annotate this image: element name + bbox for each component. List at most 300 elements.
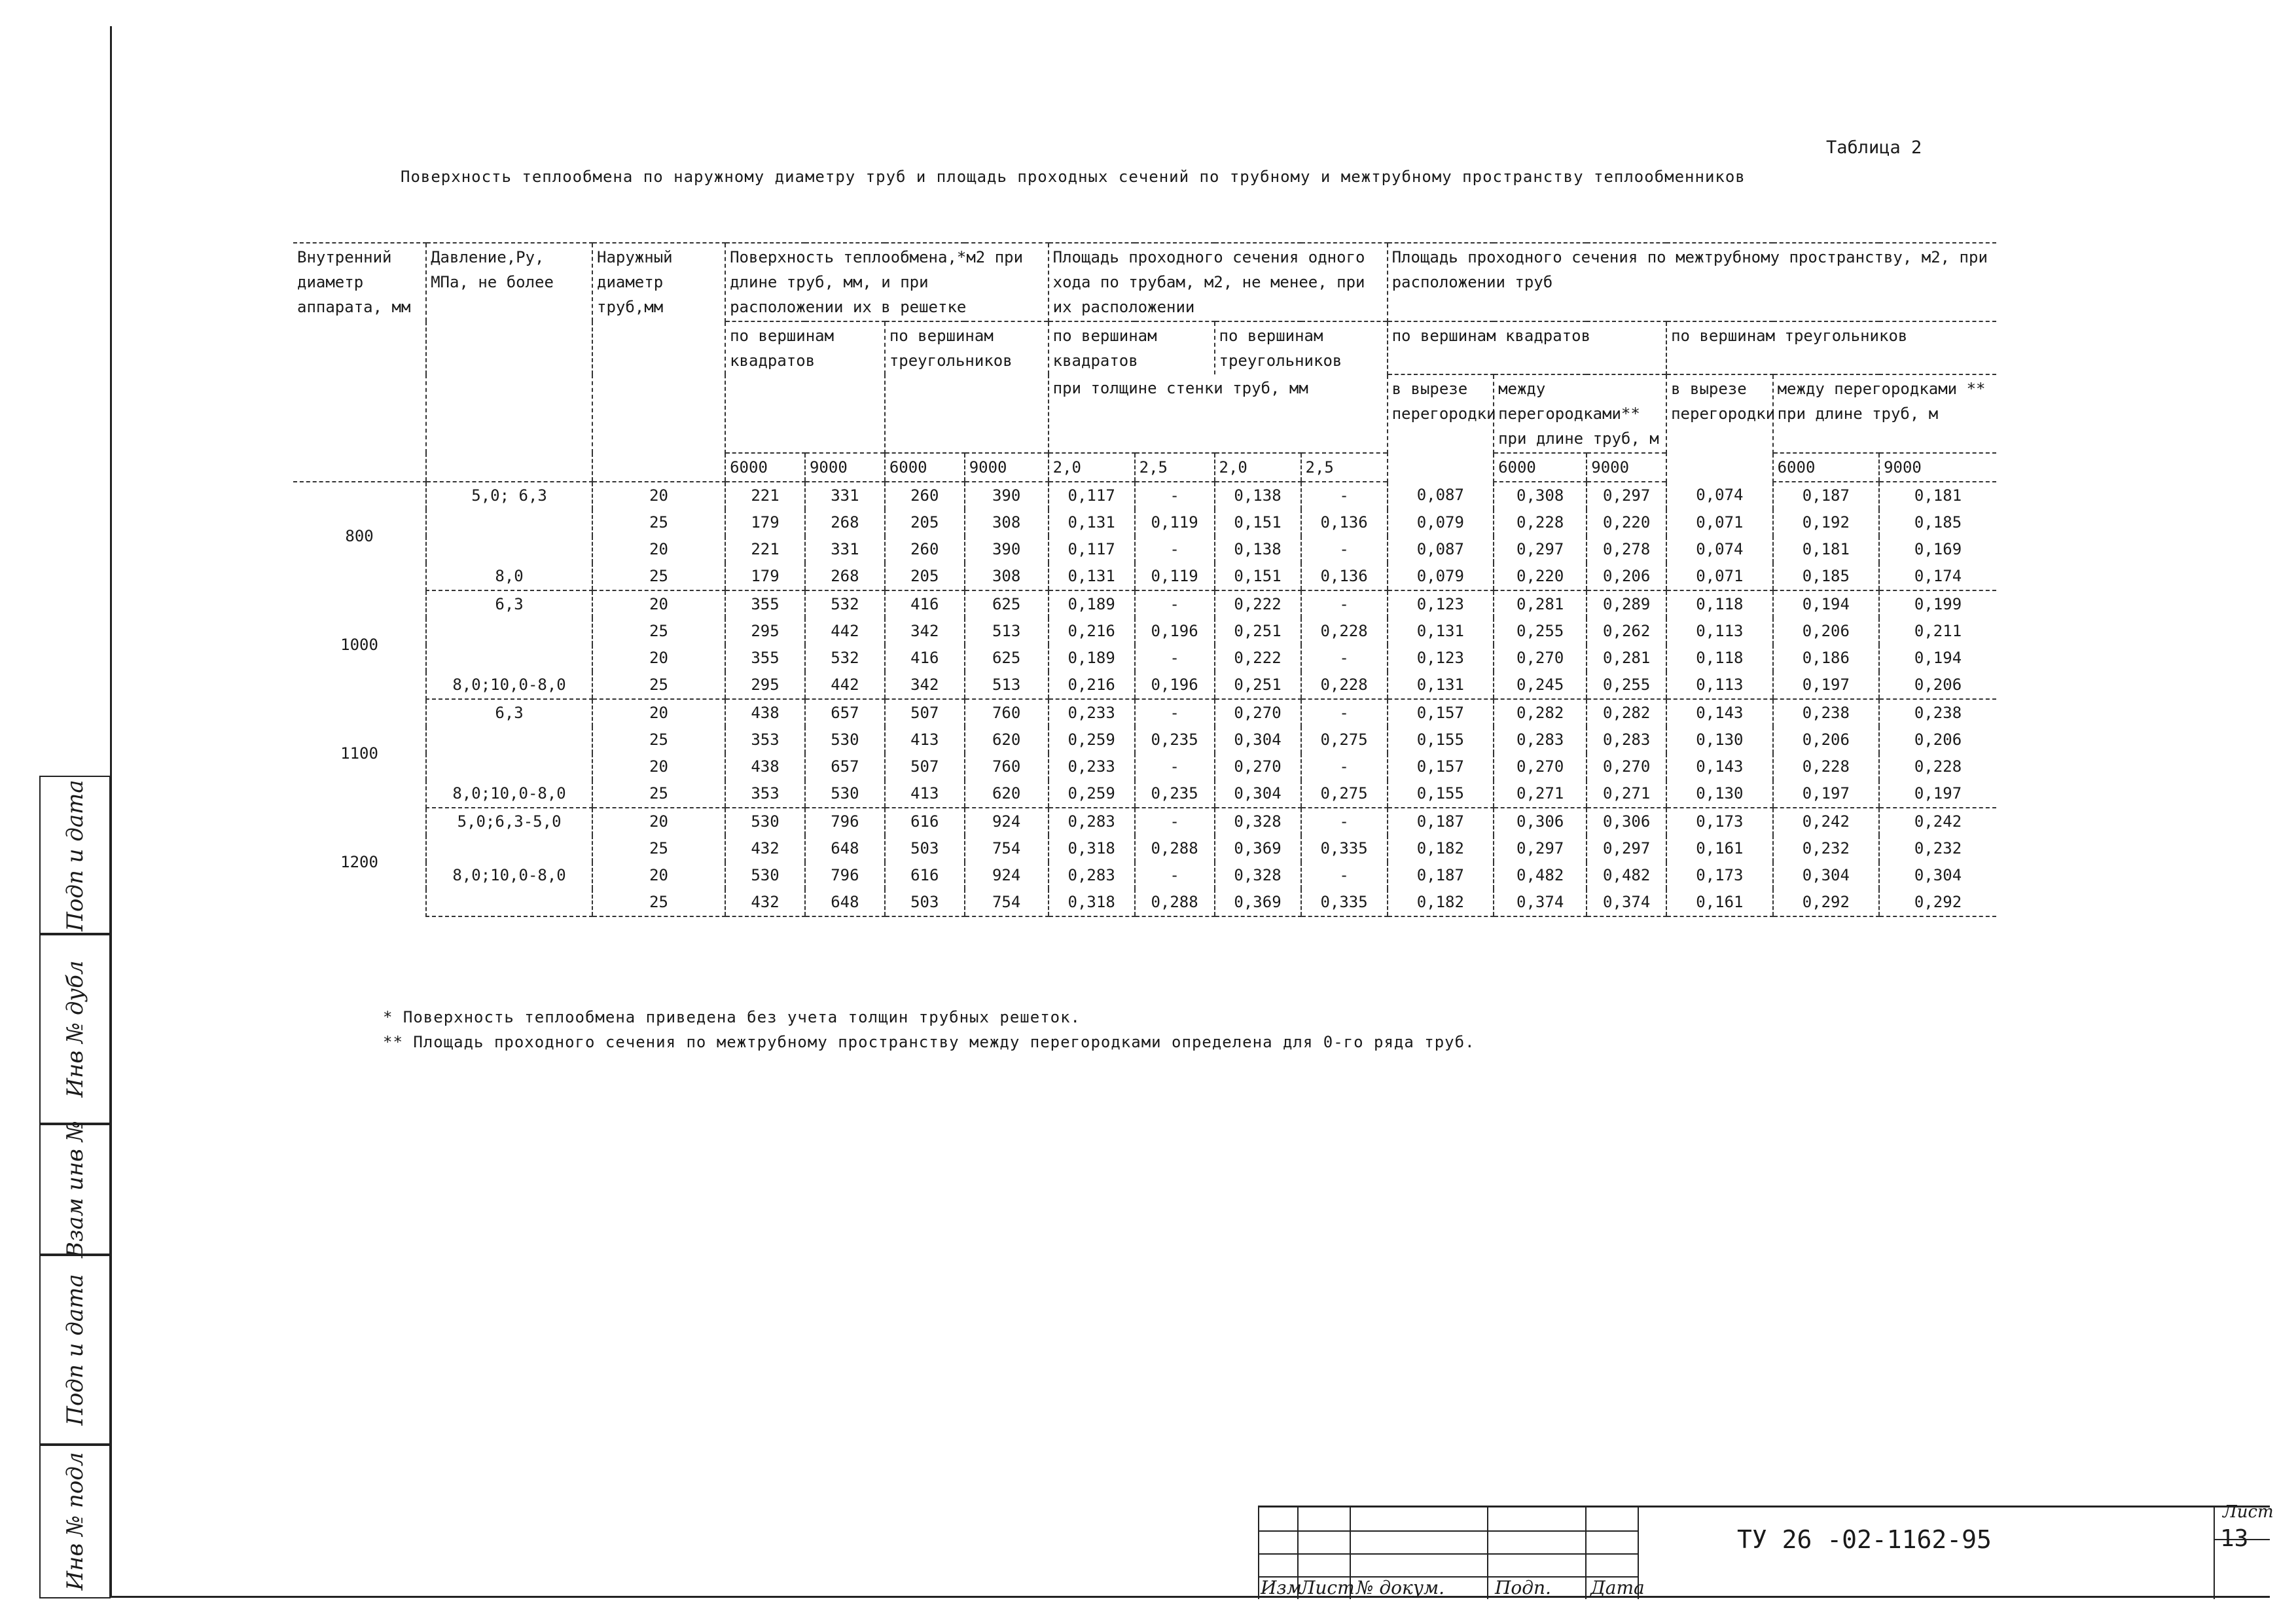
value-cell: 0,151 [1215, 563, 1301, 590]
value-cell: 0,181 [1879, 482, 1996, 509]
value-cell: 355 [725, 645, 805, 672]
value-cell: 0,288 [1135, 889, 1215, 916]
value-cell: 0,232 [1879, 835, 1996, 862]
side-label: Подп и дата [62, 1274, 88, 1426]
value-cell: 0,206 [1773, 727, 1879, 753]
value-cell: 530 [805, 780, 885, 808]
value-cell: 0,297 [1587, 835, 1666, 862]
value-cell: - [1135, 536, 1215, 563]
value-cell: 0,187 [1773, 482, 1879, 509]
value-cell: 754 [965, 835, 1049, 862]
value-cell: 0,235 [1135, 727, 1215, 753]
table-caption: Поверхность теплообмена по наружному диаметру труб и площадь проходных сечений по трубному и межтрубному пространству теплообменников [401, 168, 1746, 186]
tube-diameter-cell: 20 [592, 536, 725, 563]
diameter-cell: 1200 [340, 852, 378, 871]
value-cell: 0,087 [1388, 536, 1494, 563]
value-cell: 342 [885, 618, 965, 645]
value-cell: 0,297 [1494, 536, 1587, 563]
value-cell: 0,117 [1049, 536, 1135, 563]
value-cell: 0,304 [1773, 862, 1879, 889]
header-blank [592, 453, 725, 482]
value-cell: 0,206 [1587, 563, 1666, 590]
value-cell: 221 [725, 482, 805, 509]
value-cell: 0,196 [1135, 672, 1215, 699]
value-cell: - [1301, 808, 1388, 835]
stamp-label: Лист [1300, 1577, 1355, 1598]
value-cell: 0,071 [1666, 563, 1772, 590]
value-cell: 0,228 [1879, 753, 1996, 780]
value-cell: 0,306 [1494, 808, 1587, 835]
value-cell: 0,251 [1215, 672, 1301, 699]
value-cell: 331 [805, 536, 885, 563]
value-cell: - [1135, 590, 1215, 618]
value-cell: 0,283 [1494, 727, 1587, 753]
value-cell: 0,087 [1388, 482, 1494, 509]
footnote: ** Площадь проходного сечения по межтрубному пространству между перегородками определена для 0-го ряда труб. [383, 1033, 1475, 1051]
header-shell-triangles-between: между перегородками ** при длине труб, м [1773, 374, 1996, 453]
value-cell: 796 [805, 862, 885, 889]
value-cell: 648 [805, 835, 885, 862]
value-cell: 620 [965, 780, 1049, 808]
value-cell: 390 [965, 482, 1049, 509]
header-shell-squares: по вершинам квадратов [1388, 321, 1667, 374]
value-cell: 268 [805, 509, 885, 536]
tube-diameter-cell: 25 [592, 509, 725, 536]
value-cell: 0,206 [1879, 727, 1996, 753]
tube-diameter-cell: 20 [592, 590, 725, 618]
tube-diameter-cell: 20 [592, 699, 725, 727]
value-cell: - [1135, 482, 1215, 509]
value-cell: 0,131 [1049, 563, 1135, 590]
diameter-cell: 800 [345, 527, 374, 545]
table-row [293, 645, 1996, 672]
value-cell: 0,185 [1879, 509, 1996, 536]
side-label: Подп и дата [62, 780, 88, 931]
value-cell: 0,206 [1773, 618, 1879, 645]
value-cell: 0,130 [1666, 727, 1772, 753]
pressure-cell: 8,0 [426, 563, 592, 590]
table-row [293, 509, 1996, 536]
pressure-cell [426, 645, 592, 672]
value-cell: 616 [885, 862, 965, 889]
value-cell: 0,216 [1049, 618, 1135, 645]
value-cell: 924 [965, 862, 1049, 889]
value-cell: 0,222 [1215, 645, 1301, 672]
table-row [293, 889, 1996, 916]
table-row [293, 590, 1996, 618]
table-body [293, 482, 1996, 916]
value-cell: 0,079 [1388, 509, 1494, 536]
value-cell: 0,281 [1587, 645, 1666, 672]
value-cell: 0,259 [1049, 780, 1135, 808]
value-cell: 0,194 [1773, 590, 1879, 618]
value-cell: 0,369 [1215, 835, 1301, 862]
value-cell: 0,117 [1049, 482, 1135, 509]
value-cell: 0,233 [1049, 699, 1135, 727]
value-cell: 625 [965, 645, 1049, 672]
value-cell: 532 [805, 645, 885, 672]
value-cell: 0,232 [1773, 835, 1879, 862]
value-cell: 0,186 [1773, 645, 1879, 672]
value-cell: 221 [725, 536, 805, 563]
value-cell: 0,292 [1773, 889, 1879, 916]
pressure-cell [426, 509, 592, 536]
value-cell: 0,275 [1301, 727, 1388, 753]
header-len-9000: 9000 [965, 453, 1049, 482]
value-cell: 648 [805, 889, 885, 916]
value-cell: 0,138 [1215, 536, 1301, 563]
value-cell: 0,079 [1388, 563, 1494, 590]
tube-diameter-cell: 25 [592, 727, 725, 753]
header-pressure: Давление,Ру, МПа, не более [426, 243, 592, 453]
value-cell: 331 [805, 482, 885, 509]
value-cell: 507 [885, 753, 965, 780]
value-cell: 0,118 [1666, 645, 1772, 672]
value-cell: 924 [965, 808, 1049, 835]
value-cell: 532 [805, 590, 885, 618]
header-len-6000: 6000 [885, 453, 965, 482]
value-cell: 416 [885, 645, 965, 672]
document-number: ТУ 26 -02-1162-95 [1737, 1525, 1992, 1554]
header-surface-squares: по вершинам квадратов [725, 321, 885, 453]
value-cell: 0,173 [1666, 862, 1772, 889]
value-cell: 342 [885, 672, 965, 699]
footnotes [383, 1005, 1475, 1055]
value-cell: 0,292 [1879, 889, 1996, 916]
tube-diameter-cell: 25 [592, 672, 725, 699]
tube-diameter-cell: 20 [592, 862, 725, 889]
tube-diameter-cell: 25 [592, 889, 725, 916]
title-block-line [1585, 1507, 1587, 1599]
tube-diameter-cell: 20 [592, 753, 725, 780]
value-cell: 657 [805, 753, 885, 780]
value-cell: 0,328 [1215, 808, 1301, 835]
stamp-label: № докум. [1356, 1577, 1445, 1598]
value-cell: 0,187 [1388, 862, 1494, 889]
value-cell: 0,228 [1301, 672, 1388, 699]
pressure-cell [426, 618, 592, 645]
value-cell: 0,119 [1135, 563, 1215, 590]
value-cell: 0,130 [1666, 780, 1772, 808]
value-cell: 0,197 [1773, 780, 1879, 808]
value-cell: 179 [725, 563, 805, 590]
value-cell: 353 [725, 780, 805, 808]
header-wall-2-5: 2,5 [1301, 453, 1388, 482]
title-block-line [1258, 1553, 1638, 1555]
title-block-line [1258, 1507, 1259, 1599]
value-cell: 0,138 [1215, 482, 1301, 509]
value-cell: - [1135, 753, 1215, 780]
value-cell: 268 [805, 563, 885, 590]
tube-diameter-cell: 20 [592, 808, 725, 835]
value-cell: 760 [965, 699, 1049, 727]
side-field [39, 776, 111, 935]
side-field [39, 1443, 111, 1598]
value-cell: 620 [965, 727, 1049, 753]
value-cell: 353 [725, 727, 805, 753]
value-cell: 0,182 [1388, 835, 1494, 862]
value-cell: 0,157 [1388, 753, 1494, 780]
value-cell: 0,335 [1301, 889, 1388, 916]
value-cell: 432 [725, 889, 805, 916]
pressure-cell [426, 727, 592, 753]
value-cell: 0,282 [1587, 699, 1666, 727]
value-cell: - [1301, 645, 1388, 672]
pressure-cell: 5,0;6,3-5,0 [426, 808, 592, 835]
value-cell: 0,161 [1666, 835, 1772, 862]
value-cell: 0,262 [1587, 618, 1666, 645]
value-cell: 0,318 [1049, 889, 1135, 916]
footnote: * Поверхность теплообмена приведена без учета толщин трубных решеток. [383, 1008, 1081, 1026]
table-row [293, 780, 1996, 808]
value-cell: - [1135, 808, 1215, 835]
side-field [39, 1254, 111, 1446]
value-cell: 0,074 [1666, 482, 1772, 509]
diameter-cell: 1100 [340, 744, 378, 763]
value-cell: 442 [805, 618, 885, 645]
side-field [39, 933, 111, 1125]
value-cell: 0,245 [1494, 672, 1587, 699]
header-tube-section: Площадь проходного сечения одного хода по трубам, м2, не менее, при их расположении [1049, 243, 1388, 321]
header-shell-squares-cutout: в вырезе перегородки [1388, 374, 1494, 482]
value-cell: 0,270 [1494, 645, 1587, 672]
value-cell: 0,271 [1494, 780, 1587, 808]
value-cell: 413 [885, 780, 965, 808]
value-cell: 796 [805, 808, 885, 835]
tube-diameter-cell: 20 [592, 645, 725, 672]
value-cell: 0,271 [1587, 780, 1666, 808]
header-wall-2-0: 2,0 [1215, 453, 1301, 482]
diameter-cell: 1000 [340, 635, 378, 654]
value-cell: 0,220 [1587, 509, 1666, 536]
header-shell-triangles: по вершинам треугольников [1666, 321, 1996, 374]
value-cell: 0,220 [1494, 563, 1587, 590]
header-blank [293, 453, 426, 482]
header-len-9000: 9000 [1587, 453, 1666, 482]
tube-diameter-cell: 25 [592, 835, 725, 862]
value-cell: - [1135, 645, 1215, 672]
header-surface: Поверхность теплообмена,*м2 при длине труб, мм, и при расположении их в решетке [725, 243, 1049, 321]
value-cell: 0,282 [1494, 699, 1587, 727]
value-cell: 390 [965, 536, 1049, 563]
value-cell: 503 [885, 835, 965, 862]
value-cell: 0,192 [1773, 509, 1879, 536]
tube-diameter-cell: 25 [592, 563, 725, 590]
table-row [293, 563, 1996, 590]
table-row [293, 699, 1996, 727]
table-row [293, 672, 1996, 699]
header-section-triangles: по вершинам треугольников [1215, 321, 1388, 374]
value-cell: 0,074 [1666, 536, 1772, 563]
value-cell: 0,270 [1587, 753, 1666, 780]
value-cell: 0,255 [1587, 672, 1666, 699]
value-cell: 0,289 [1587, 590, 1666, 618]
pressure-cell: 8,0;10,0-8,0 [426, 780, 592, 808]
pressure-cell [426, 753, 592, 780]
tube-diameter-cell: 25 [592, 780, 725, 808]
value-cell: 0,297 [1587, 482, 1666, 509]
value-cell: 0,189 [1049, 645, 1135, 672]
value-cell: 0,335 [1301, 835, 1388, 862]
tube-diameter-cell: 25 [592, 618, 725, 645]
value-cell: 442 [805, 672, 885, 699]
value-cell: 0,181 [1773, 536, 1879, 563]
value-cell: 260 [885, 482, 965, 509]
title-block-line [1258, 1530, 1638, 1532]
value-cell: 0,151 [1215, 509, 1301, 536]
value-cell: 0,238 [1773, 699, 1879, 727]
value-cell: 0,136 [1301, 509, 1388, 536]
value-cell: 432 [725, 835, 805, 862]
value-cell: 0,216 [1049, 672, 1135, 699]
sheet-number: 13 [2220, 1525, 2249, 1552]
value-cell: 0,123 [1388, 590, 1494, 618]
side-field [39, 1123, 111, 1256]
value-cell: 438 [725, 699, 805, 727]
value-cell: 438 [725, 753, 805, 780]
value-cell: 0,283 [1587, 727, 1666, 753]
value-cell: 0,169 [1879, 536, 1996, 563]
value-cell: 513 [965, 618, 1049, 645]
value-cell: 0,196 [1135, 618, 1215, 645]
header-shell-triangles-cutout: в вырезе перегородки [1666, 374, 1772, 482]
value-cell: 0,281 [1494, 590, 1587, 618]
value-cell: - [1135, 699, 1215, 727]
value-cell: 0,131 [1049, 509, 1135, 536]
value-cell: 0,118 [1666, 590, 1772, 618]
value-cell: 0,211 [1879, 618, 1996, 645]
table-row [293, 862, 1996, 889]
stamp-label: Изм [1261, 1577, 1302, 1598]
value-cell: 0,228 [1494, 509, 1587, 536]
value-cell: 0,189 [1049, 590, 1135, 618]
value-cell: 0,228 [1773, 753, 1879, 780]
value-cell: 0,259 [1049, 727, 1135, 753]
title-block-line [2214, 1507, 2215, 1599]
header-wall-2-5: 2,5 [1135, 453, 1215, 482]
sheet-label: Лист [2223, 1502, 2274, 1522]
value-cell: 0,304 [1879, 862, 1996, 889]
stamp-label: Дата [1590, 1577, 1645, 1598]
value-cell: 355 [725, 590, 805, 618]
value-cell: 0,136 [1301, 563, 1388, 590]
value-cell: 0,197 [1879, 780, 1996, 808]
value-cell: 0,123 [1388, 645, 1494, 672]
pressure-cell: 5,0; 6,3 [426, 482, 592, 509]
value-cell: 0,185 [1773, 563, 1879, 590]
header-shell-squares-between: между перегородками** при длине труб, м [1494, 374, 1666, 453]
header-len-6000: 6000 [725, 453, 805, 482]
header-surface-triangles: по вершинам треугольников [885, 321, 1049, 453]
value-cell: 295 [725, 618, 805, 645]
header-wall-2-0: 2,0 [1049, 453, 1135, 482]
value-cell: 179 [725, 509, 805, 536]
value-cell: 0,255 [1494, 618, 1587, 645]
value-cell: 0,328 [1215, 862, 1301, 889]
value-cell: 0,228 [1301, 618, 1388, 645]
value-cell: 530 [725, 808, 805, 835]
value-cell: 0,270 [1494, 753, 1587, 780]
value-cell: 0,161 [1666, 889, 1772, 916]
table-row [293, 753, 1996, 780]
header-wall-thickness: при толщине стенки труб, мм [1049, 374, 1388, 453]
header-shell-section: Площадь проходного сечения по межтрубному пространству, м2, при расположении труб [1388, 243, 1996, 321]
pressure-cell: 8,0;10,0-8,0 [426, 672, 592, 699]
value-cell: 0,143 [1666, 753, 1772, 780]
header-len-9000: 9000 [1879, 453, 1996, 482]
value-cell: - [1301, 482, 1388, 509]
value-cell: 0,304 [1215, 780, 1301, 808]
value-cell: 308 [965, 509, 1049, 536]
value-cell: 0,308 [1494, 482, 1587, 509]
value-cell: 0,235 [1135, 780, 1215, 808]
value-cell: 0,278 [1587, 536, 1666, 563]
data-table [293, 242, 1996, 917]
header-section-squares: по вершинам квадратов [1049, 321, 1215, 374]
pressure-cell: 6,3 [426, 590, 592, 618]
value-cell: 0,187 [1388, 808, 1494, 835]
header-diameter: Внутренний диаметр аппарата, мм [293, 243, 426, 453]
value-cell: 0,251 [1215, 618, 1301, 645]
value-cell: 416 [885, 590, 965, 618]
value-cell: 0,197 [1773, 672, 1879, 699]
header-tube-diameter: Наружный диаметр труб,мм [592, 243, 725, 453]
value-cell: 308 [965, 563, 1049, 590]
value-cell: 530 [805, 727, 885, 753]
header-len-9000: 9000 [805, 453, 885, 482]
value-cell: 0,222 [1215, 590, 1301, 618]
value-cell: 260 [885, 536, 965, 563]
value-cell: 0,283 [1049, 808, 1135, 835]
value-cell: 205 [885, 563, 965, 590]
value-cell: 0,242 [1879, 808, 1996, 835]
table-row [293, 808, 1996, 835]
value-cell: 0,157 [1388, 699, 1494, 727]
value-cell: 0,155 [1388, 727, 1494, 753]
value-cell: 0,182 [1388, 889, 1494, 916]
tube-diameter-cell: 20 [592, 482, 725, 509]
value-cell: 205 [885, 509, 965, 536]
value-cell: 507 [885, 699, 965, 727]
value-cell: 760 [965, 753, 1049, 780]
value-cell: 0,113 [1666, 672, 1772, 699]
side-label: Инв № дубл [62, 960, 88, 1098]
value-cell: 0,113 [1666, 618, 1772, 645]
value-cell: - [1301, 699, 1388, 727]
value-cell: 0,233 [1049, 753, 1135, 780]
value-cell: 0,270 [1215, 699, 1301, 727]
value-cell: 625 [965, 590, 1049, 618]
value-cell: 0,199 [1879, 590, 1996, 618]
value-cell: 0,374 [1494, 889, 1587, 916]
title-block-line [1487, 1507, 1488, 1599]
value-cell: 0,288 [1135, 835, 1215, 862]
value-cell: 0,369 [1215, 889, 1301, 916]
value-cell: 0,071 [1666, 509, 1772, 536]
value-cell: 0,304 [1215, 727, 1301, 753]
value-cell: 0,306 [1587, 808, 1666, 835]
value-cell: 0,270 [1215, 753, 1301, 780]
value-cell: 0,155 [1388, 780, 1494, 808]
value-cell: - [1301, 590, 1388, 618]
value-cell: 530 [725, 862, 805, 889]
side-label: Взам инв № [62, 1121, 88, 1258]
value-cell: 0,238 [1879, 699, 1996, 727]
value-cell: 0,283 [1049, 862, 1135, 889]
header-blank [426, 453, 592, 482]
value-cell: 754 [965, 889, 1049, 916]
header-len-6000: 6000 [1494, 453, 1587, 482]
